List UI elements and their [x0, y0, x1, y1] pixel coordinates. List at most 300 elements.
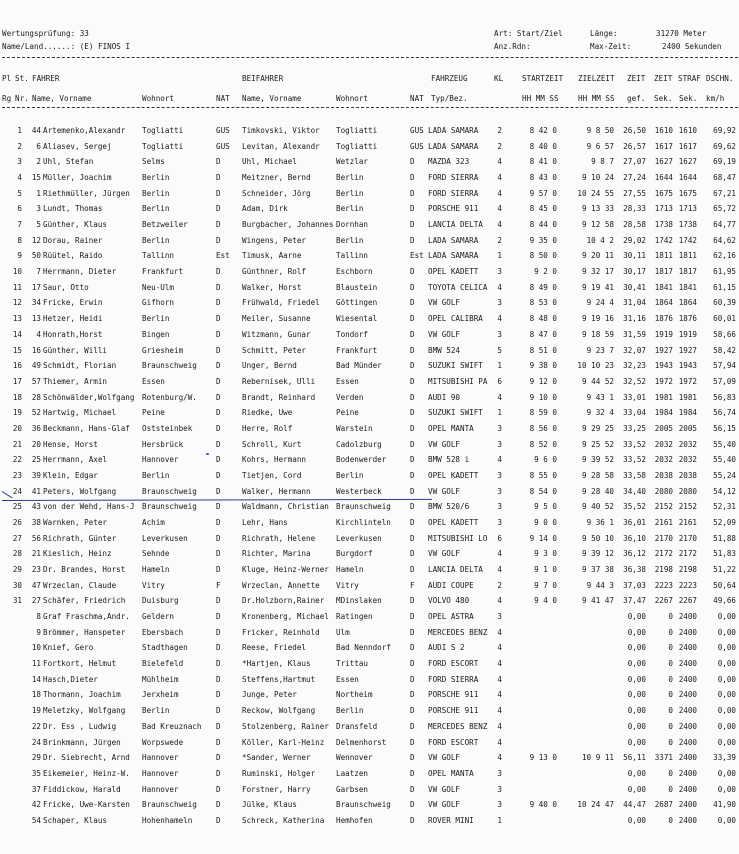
- cell-nat: D: [216, 643, 221, 652]
- cell-kl: 3: [497, 471, 502, 480]
- cell-nat: D: [216, 628, 221, 637]
- cell-pl: 20: [12, 424, 22, 433]
- cell-codriver: Brandt, Reinhard: [242, 393, 316, 402]
- cell-driver: Brömmer, Hanspeter: [43, 628, 126, 637]
- cell-conat: D: [410, 393, 415, 402]
- cell-kl: 4: [497, 628, 502, 637]
- cell-sek: 1919: [654, 330, 673, 339]
- col-finish: ZIELZEIT: [578, 74, 615, 83]
- cell-nat: D: [216, 596, 221, 605]
- cell-strafsek: 1943: [678, 361, 697, 370]
- table-row: [0, 628, 739, 643]
- cell-sek: 1981: [654, 393, 673, 402]
- cell-strafsek: 1811: [678, 251, 697, 260]
- cell-speed: 0,00: [717, 659, 736, 668]
- cell-gef: 56,11: [623, 753, 646, 762]
- cell-st: 52: [31, 408, 41, 417]
- cell-codriver: Unger, Bernd: [242, 361, 297, 370]
- table-row: [0, 753, 739, 768]
- cell-kl: 2: [497, 581, 502, 590]
- cell-kl: 4: [497, 314, 502, 323]
- cell-car: PORSCHE 911: [428, 690, 479, 699]
- cell-home: Berlin: [142, 236, 170, 245]
- table-row: [0, 298, 739, 313]
- cell-finish: 10 24 47: [577, 800, 614, 809]
- cell-driver: Peters, Wolfgang: [43, 487, 117, 496]
- cell-sek: 1644: [654, 173, 673, 182]
- cell-sek: 2170: [654, 534, 673, 543]
- cell-conat: D: [410, 549, 415, 558]
- cell-driver: Artemenko,Alexandr: [43, 126, 126, 135]
- cell-sek: 2152: [654, 502, 673, 511]
- cell-nat: D: [216, 518, 221, 527]
- cell-nat: D: [216, 361, 221, 370]
- table-row: [0, 581, 739, 596]
- cell-speed: 55,24: [713, 471, 736, 480]
- cell-gef: 32,07: [623, 346, 646, 355]
- cell-conat: D: [410, 706, 415, 715]
- cell-car: FORD SIERRA: [428, 189, 479, 198]
- cell-cohome: Essen: [336, 675, 359, 684]
- table-row: [0, 800, 739, 815]
- cell-driver: Fortkort, Helmut: [43, 659, 117, 668]
- cell-st: 22: [31, 722, 41, 731]
- cell-car: LADA SAMARA: [428, 251, 479, 260]
- cell-st: 34: [31, 298, 41, 307]
- cell-gef: 27,55: [623, 189, 646, 198]
- cell-gef: 0,00: [627, 628, 646, 637]
- cell-conat: D: [410, 816, 415, 825]
- cell-pl: 21: [12, 440, 22, 449]
- cell-strafsek: 2400: [678, 706, 697, 715]
- cell-st: 41: [31, 487, 41, 496]
- table-row: [0, 706, 739, 721]
- cell-driver: Wrzeclan, Claude: [43, 581, 117, 590]
- cell-driver: Saur, Otto: [43, 283, 89, 292]
- cell-conat: D: [410, 534, 415, 543]
- table-row: [0, 142, 739, 157]
- cell-codriver: Timusk, Aarne: [242, 251, 302, 260]
- cell-kl: 4: [497, 157, 502, 166]
- table-row: [0, 675, 739, 690]
- cell-cohome: Wiesental: [336, 314, 378, 323]
- cell-home: Berlin: [142, 706, 170, 715]
- cell-sek: 1927: [654, 346, 673, 355]
- cell-car: FORD ESCORT: [428, 659, 479, 668]
- cell-pl: 26: [12, 518, 22, 527]
- cell-cohome: Braunschweig: [336, 502, 391, 511]
- cell-conat: D: [410, 377, 415, 386]
- cell-gef: 0,00: [627, 690, 646, 699]
- cell-driver: Meletzky, Wolfgang: [43, 706, 126, 715]
- cell-speed: 69,62: [713, 142, 736, 151]
- cell-finish: 9 19 16: [581, 314, 614, 323]
- cell-speed: 0,00: [717, 690, 736, 699]
- cell-driver: Lundt, Thomas: [43, 204, 103, 213]
- cell-kl: 3: [497, 440, 502, 449]
- cell-finish: 9 43 1: [586, 393, 614, 402]
- cell-start: 8 54 0: [529, 487, 557, 496]
- cell-speed: 56,83: [713, 393, 736, 402]
- cell-finish: 9 32 4: [586, 408, 614, 417]
- cell-start: 9 10 0: [529, 393, 557, 402]
- cell-start: 9 1 0: [534, 565, 557, 574]
- cell-finish: 10 9 11: [581, 753, 614, 762]
- cell-kl: 4: [497, 455, 502, 464]
- cell-car: LADA SAMARA: [428, 142, 479, 151]
- cell-driver: Eikemeier, Heinz-W.: [43, 769, 130, 778]
- cell-gef: 29,02: [623, 236, 646, 245]
- cell-codriver: Richter, Marina: [242, 549, 311, 558]
- cell-codriver: *Hartjen, Klaus: [242, 659, 311, 668]
- cell-gef: 0,00: [627, 659, 646, 668]
- cell-home: Berlin: [142, 204, 170, 213]
- cell-start: 8 50 0: [529, 251, 557, 260]
- cell-kl: 4: [497, 596, 502, 605]
- cell-conat: D: [410, 236, 415, 245]
- cell-gef: 0,00: [627, 769, 646, 778]
- cell-car: PORSCHE 911: [428, 706, 479, 715]
- cell-finish: 9 36 1: [586, 518, 614, 527]
- cell-finish: 9 6 57: [586, 142, 614, 151]
- cell-car: OPEL ASTRA: [428, 612, 474, 621]
- cell-speed: 0,00: [717, 643, 736, 652]
- cell-kl: 4: [497, 189, 502, 198]
- cell-sek: 1943: [654, 361, 673, 370]
- col-kmh: km/h: [706, 94, 725, 103]
- cell-strafsek: 2005: [678, 424, 697, 433]
- cell-nat: D: [216, 393, 221, 402]
- cell-nat: GUS: [216, 142, 230, 151]
- table-row: [0, 722, 739, 737]
- cell-nat: D: [216, 785, 221, 794]
- cell-car: OPEL KADETT: [428, 518, 479, 527]
- cell-st: 36: [31, 424, 41, 433]
- table-row: [0, 408, 739, 423]
- cell-st: 9: [36, 628, 41, 637]
- cell-st: 12: [31, 236, 41, 245]
- cell-pl: 15: [12, 346, 22, 355]
- cell-codriver: Tietjen, Cord: [242, 471, 302, 480]
- cell-gef: 0,00: [627, 722, 646, 731]
- cell-sek: 0: [668, 706, 673, 715]
- cell-st: 27: [31, 596, 41, 605]
- cell-codriver: Waldmann, Christian: [242, 502, 329, 511]
- cell-start: 9 7 0: [534, 581, 557, 590]
- cell-strafsek: 1617: [678, 142, 697, 151]
- cell-car: VW GOLF: [428, 549, 461, 558]
- cell-driver: Dr. Brandes, Horst: [43, 565, 126, 574]
- cell-car: VOLVO 480: [428, 596, 470, 605]
- cell-speed: 51,83: [713, 549, 736, 558]
- cell-start: 9 4 0: [534, 596, 557, 605]
- cell-cohome: Delmenhorst: [336, 738, 387, 747]
- cell-codriver: Uhl, Michael: [242, 157, 297, 166]
- cell-home: Togliatti: [142, 126, 184, 135]
- cell-nat: D: [216, 157, 221, 166]
- cell-st: 20: [31, 440, 41, 449]
- cell-kl: 4: [497, 675, 502, 684]
- cell-car: VW GOLF: [428, 800, 461, 809]
- cell-gef: 36,12: [623, 549, 646, 558]
- table-row: [0, 393, 739, 408]
- cell-cohome: Göttingen: [336, 298, 378, 307]
- cell-strafsek: 2400: [678, 628, 697, 637]
- cell-car: LADA SAMARA: [428, 236, 479, 245]
- cell-conat: Est: [410, 251, 424, 260]
- cell-st: 6: [36, 142, 41, 151]
- cell-cohome: Vitry: [336, 581, 359, 590]
- cell-sek: 0: [668, 659, 673, 668]
- cell-home: Griesheim: [142, 346, 184, 355]
- cell-strafsek: 2032: [678, 440, 697, 449]
- cell-home: Braunschweig: [142, 487, 197, 496]
- cell-codriver: Adam, Dirk: [242, 204, 288, 213]
- cell-home: Hannover: [142, 785, 179, 794]
- cell-sek: 0: [668, 738, 673, 747]
- cell-gef: 36,38: [623, 565, 646, 574]
- cell-nat: F: [216, 581, 221, 590]
- cell-gef: 0,00: [627, 785, 646, 794]
- cell-cohome: Blaustein: [336, 283, 378, 292]
- cell-finish: 9 28 40: [581, 487, 614, 496]
- cell-driver: Herrmann, Axel: [43, 455, 108, 464]
- cell-car: LANCIA DELTA: [428, 220, 483, 229]
- cell-start: 9 13 0: [529, 753, 557, 762]
- cell-cohome: Berlin: [336, 706, 364, 715]
- cell-speed: 41,90: [713, 800, 736, 809]
- cell-st: 16: [31, 346, 41, 355]
- cell-codriver: Steffens,Hartmut: [242, 675, 316, 684]
- pen-dot: [206, 453, 209, 455]
- cell-speed: 68,47: [713, 173, 736, 182]
- laps-label: Anz.Rdn:: [494, 42, 531, 51]
- cell-driver: Riethmüller, Jürgen: [43, 189, 130, 198]
- cell-cohome: Ratingen: [336, 612, 373, 621]
- cell-car: OPEL MANTA: [428, 424, 474, 433]
- cell-home: Berlin: [142, 471, 170, 480]
- cell-car: MAZDA 323: [428, 157, 470, 166]
- cell-home: Bingen: [142, 330, 170, 339]
- table-row: [0, 549, 739, 564]
- cell-driver: Knief, Gero: [43, 643, 94, 652]
- table-row: [0, 659, 739, 674]
- cell-codriver: Riedke, Uwe: [242, 408, 293, 417]
- cell-strafsek: 2400: [678, 690, 697, 699]
- cell-kl: 2: [497, 142, 502, 151]
- cell-pl: 16: [12, 361, 22, 370]
- cell-nat: GUS: [216, 126, 230, 135]
- cell-car: MITSUBISHI LO: [428, 534, 488, 543]
- cell-speed: 65,72: [713, 204, 736, 213]
- cell-start: 9 3 0: [534, 549, 557, 558]
- cell-sek: 2687: [654, 800, 673, 809]
- cell-cohome: Ulm: [336, 628, 350, 637]
- cell-conat: D: [410, 800, 415, 809]
- cell-nat: D: [216, 377, 221, 386]
- cell-strafsek: 2400: [678, 738, 697, 747]
- cell-speed: 0,00: [717, 785, 736, 794]
- cell-strafsek: 2400: [678, 643, 697, 652]
- cell-driver: Thormann, Joachim: [43, 690, 121, 699]
- cell-pl: 14: [12, 330, 22, 339]
- cell-codriver: Dr.Holzborn,Rainer: [242, 596, 325, 605]
- cell-conat: D: [410, 157, 415, 166]
- cell-speed: 54,12: [713, 487, 736, 496]
- cell-codriver: Walker, Horst: [242, 283, 302, 292]
- cell-sek: 1972: [654, 377, 673, 386]
- cell-kl: 4: [497, 565, 502, 574]
- cell-codriver: Burgbacher, Johannes: [242, 220, 334, 229]
- cell-conat: D: [410, 753, 415, 762]
- cell-cohome: Burgdorf: [336, 549, 373, 558]
- cell-cohome: Warstein: [336, 424, 373, 433]
- cell-gef: 44,47: [623, 800, 646, 809]
- cell-driver: Honrath,Horst: [43, 330, 103, 339]
- cell-speed: 64,62: [713, 236, 736, 245]
- cell-cohome: Northeim: [336, 690, 373, 699]
- cell-nat: Est: [216, 251, 230, 260]
- cell-start: 9 12 0: [529, 377, 557, 386]
- cell-home: Hannover: [142, 455, 179, 464]
- cell-speed: 51,22: [713, 565, 736, 574]
- cell-finish: 10 4 2: [586, 236, 614, 245]
- table-row: [0, 346, 739, 361]
- col-name: Name, Vorname: [32, 94, 92, 103]
- cell-finish: 9 44 52: [581, 377, 614, 386]
- cell-start: 8 53 0: [529, 298, 557, 307]
- cell-strafsek: 1817: [678, 267, 697, 276]
- cell-car: LANCIA DELTA: [428, 565, 483, 574]
- cell-conat: D: [410, 189, 415, 198]
- cell-nat: D: [216, 534, 221, 543]
- cell-conat: D: [410, 424, 415, 433]
- cell-finish: 9 20 11: [581, 251, 614, 260]
- cell-kl: 1: [497, 816, 502, 825]
- cell-cohome: Dornhan: [336, 220, 369, 229]
- cell-driver: Hense, Horst: [43, 440, 98, 449]
- cell-sek: 1675: [654, 189, 673, 198]
- cell-kl: 4: [497, 173, 502, 182]
- cell-finish: 9 41 47: [581, 596, 614, 605]
- cell-nat: D: [216, 800, 221, 809]
- header-divider: [2, 57, 738, 58]
- cell-kl: 3: [497, 612, 502, 621]
- cell-codriver: Junge, Peter: [242, 690, 297, 699]
- cell-strafsek: 1972: [678, 377, 697, 386]
- col-start-hms: HH MM SS: [522, 94, 559, 103]
- cell-finish: 9 12 58: [581, 220, 614, 229]
- cell-kl: 4: [497, 706, 502, 715]
- cell-speed: 61,15: [713, 283, 736, 292]
- cell-speed: 56,15: [713, 424, 736, 433]
- cell-sek: 1984: [654, 408, 673, 417]
- cell-speed: 60,39: [713, 298, 736, 307]
- cell-speed: 0,00: [717, 706, 736, 715]
- cell-speed: 52,31: [713, 502, 736, 511]
- col-start: STARTZEIT: [522, 74, 564, 83]
- cell-nat: D: [216, 487, 221, 496]
- cell-conat: D: [410, 722, 415, 731]
- cell-car: TOYOTA CELICA: [428, 283, 488, 292]
- col-type: Typ/Bez.: [431, 94, 468, 103]
- cell-nat: D: [216, 549, 221, 558]
- cell-speed: 49,66: [713, 596, 736, 605]
- cell-cohome: Berlin: [336, 471, 364, 480]
- cell-finish: 9 8 7: [591, 157, 614, 166]
- cell-gef: 30,11: [623, 251, 646, 260]
- cell-sek: 0: [668, 785, 673, 794]
- cell-finish: 9 19 41: [581, 283, 614, 292]
- cell-speed: 61,95: [713, 267, 736, 276]
- cell-home: Jerxheim: [142, 690, 179, 699]
- cell-conat: D: [410, 267, 415, 276]
- cell-home: Selms: [142, 157, 165, 166]
- cell-sek: 1841: [654, 283, 673, 292]
- cell-speed: 57,94: [713, 361, 736, 370]
- cell-kl: 2: [497, 126, 502, 135]
- cell-driver: Warnken, Peter: [43, 518, 108, 527]
- cell-driver: Kieslich, Heinz: [43, 549, 112, 558]
- cell-car: SUZUKI SWIFT: [428, 408, 483, 417]
- stage-type-label: Art: Start/Ziel: [494, 29, 563, 38]
- cell-st: 57: [31, 377, 41, 386]
- cell-st: 2: [36, 157, 41, 166]
- cell-conat: GUS: [410, 142, 424, 151]
- cell-pl: 8: [17, 236, 22, 245]
- cell-nat: D: [216, 346, 221, 355]
- cell-driver: Dorau, Rainer: [43, 236, 103, 245]
- cell-st: 49: [31, 361, 41, 370]
- cell-home: Bielefeld: [142, 659, 184, 668]
- cell-st: 38: [31, 518, 41, 527]
- table-row: [0, 377, 739, 392]
- cell-strafsek: 1610: [678, 126, 697, 135]
- col-kl: KL: [494, 74, 504, 83]
- cell-kl: 6: [497, 377, 502, 386]
- cell-kl: 4: [497, 283, 502, 292]
- cell-conat: D: [410, 565, 415, 574]
- cell-codriver: Köller, Karl-Heinz: [242, 738, 325, 747]
- cell-codriver: Schroll, Kurt: [242, 440, 302, 449]
- cell-strafsek: 1919: [678, 330, 697, 339]
- table-row: [0, 816, 739, 831]
- cell-conat: D: [410, 471, 415, 480]
- cell-kl: 3: [497, 298, 502, 307]
- cell-sek: 2080: [654, 487, 673, 496]
- table-row: [0, 173, 739, 188]
- cell-cohome: Trittau: [336, 659, 369, 668]
- cell-start: 9 35 0: [529, 236, 557, 245]
- cell-codriver: Ruminski, Holger: [242, 769, 316, 778]
- cell-driver: Fricke, Erwin: [43, 298, 103, 307]
- cell-driver: Beckmann, Hans-Glaf: [43, 424, 130, 433]
- cell-strafsek: 1981: [678, 393, 697, 402]
- cell-conat: D: [410, 518, 415, 527]
- cell-home: Berlin: [142, 173, 170, 182]
- cell-pl: 23: [12, 471, 22, 480]
- cell-sek: 2198: [654, 565, 673, 574]
- cell-strafsek: 2400: [678, 800, 697, 809]
- cell-car: VW GOLF: [428, 330, 461, 339]
- cell-start: 8 59 0: [529, 408, 557, 417]
- col-speed: DSCHN.: [706, 74, 734, 83]
- cell-speed: 67,21: [713, 189, 736, 198]
- cell-start: 9 0 0: [534, 518, 557, 527]
- cell-driver: Brinkmann, Jürgen: [43, 738, 121, 747]
- cell-car: VW GOLF: [428, 785, 461, 794]
- cell-cohome: Berlin: [336, 204, 364, 213]
